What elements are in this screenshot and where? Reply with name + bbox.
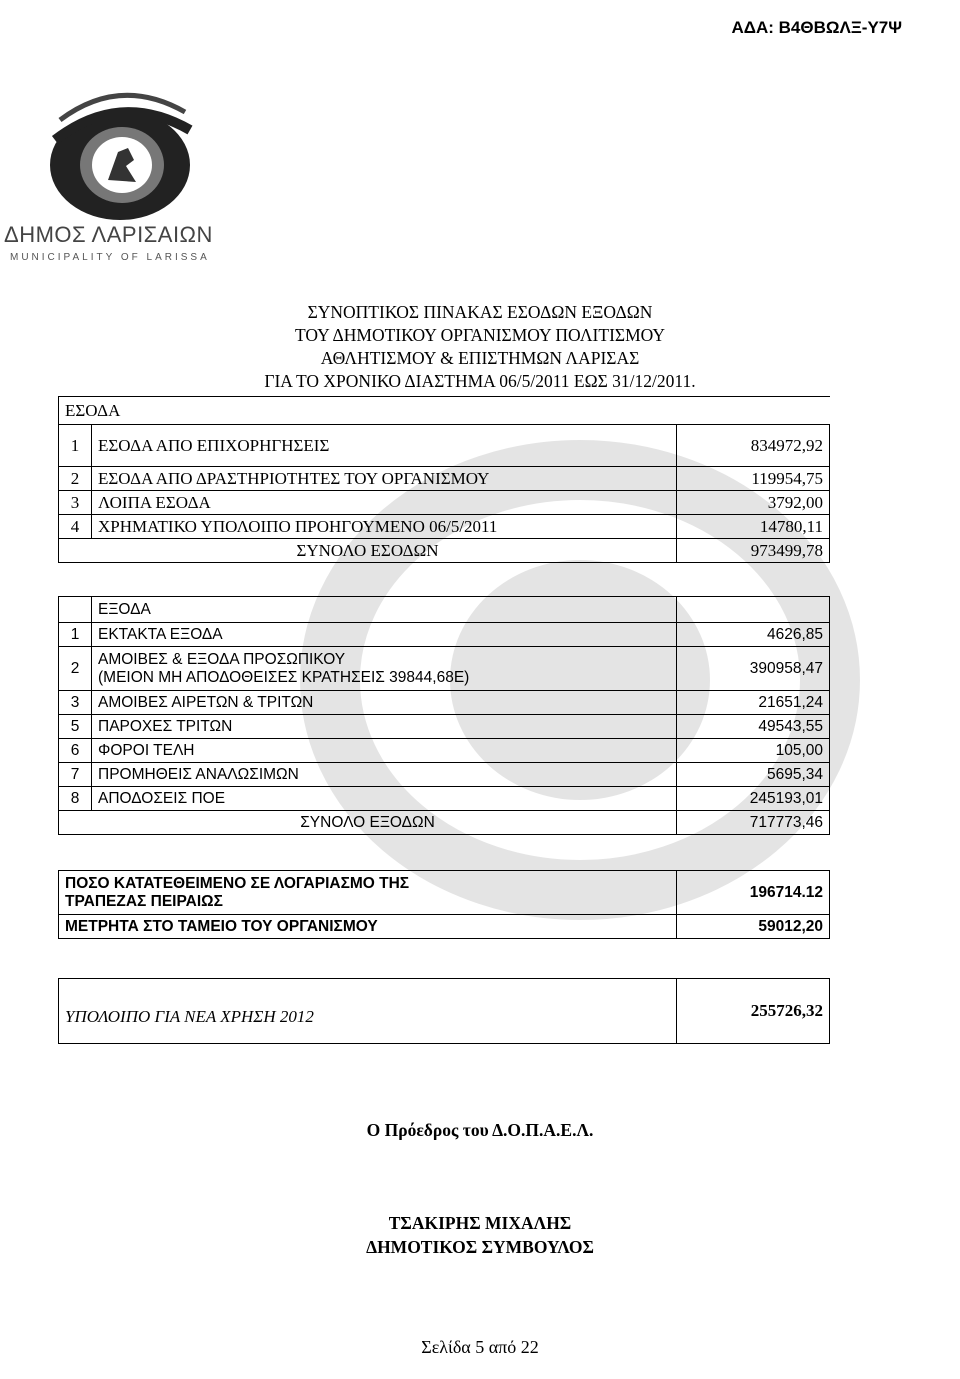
income-total: 973499,78 xyxy=(677,539,830,563)
table-row xyxy=(59,425,830,467)
income-total-row xyxy=(59,539,830,563)
balance-label: ΥΠΟΛΟΙΠΟ ΓΙΑ ΝΕΑ ΧΡΗΣΗ 2012 xyxy=(59,979,677,1044)
bank-amount: 196714.12 xyxy=(677,871,830,915)
balance-amount: 255726,32 xyxy=(677,979,830,1044)
ada-code: ΑΔΑ: Β4ΘΒΩΛΞ-Υ7Ψ xyxy=(731,18,902,37)
row-label xyxy=(92,647,677,691)
expenses-total: 717773,46 xyxy=(677,811,830,835)
row-amount: 14780,11 xyxy=(677,515,830,539)
blank-cell xyxy=(59,597,92,623)
cash-amount: 59012,20 xyxy=(677,915,830,939)
balance-row xyxy=(59,979,830,1044)
row-label-line-1: ΑΜΟΙΒΕΣ & ΕΞΟΔΑ ΠΡΟΣΩΠΙΚΟΥ xyxy=(98,650,346,668)
row-label: ΛΟΙΠΑ ΕΣΟΔΑ xyxy=(92,491,677,515)
title-line-3: ΑΘΛΗΤΙΣΜΟΥ & ΕΠΙΣΤΗΜΩΝ ΛΑΡΙΣΑΣ xyxy=(320,348,640,368)
table-row xyxy=(59,647,830,691)
row-num: 1 xyxy=(59,425,92,467)
row-amount: 390958,47 xyxy=(677,647,830,691)
expenses-header-row xyxy=(59,597,830,623)
row-num: 4 xyxy=(59,515,92,539)
row-label: ΕΚΤΑΚΤΑ ΕΞΟΔΑ xyxy=(92,623,677,647)
signature-role: Ο Πρόεδρος του Δ.Ο.Π.Α.Ε.Λ. xyxy=(366,1120,594,1140)
table-row xyxy=(59,691,830,715)
row-label: ΦΟΡΟΙ ΤΕΛΗ xyxy=(92,739,677,763)
row-label: ΠΑΡΟΧΕΣ ΤΡΙΤΩΝ xyxy=(92,715,677,739)
row-amount: 105,00 xyxy=(677,739,830,763)
balance-table xyxy=(58,978,830,1044)
signature-name: ΤΣΑΚΙΡΗΣ ΜΙΧΑΛΗΣ xyxy=(388,1213,572,1233)
title-line-4: ΓΙΑ ΤΟ ΧΡΟΝΙΚΟ ΔΙΑΣΤΗΜΑ 06/5/2011 ΕΩΣ 31/12/2011. xyxy=(264,371,696,391)
expenses-header: ΕΞΟΔΑ xyxy=(92,597,677,623)
bank-label-line-1: ΠΟΣΟ ΚΑΤΑΤΕΘΕΙΜΕΝΟ ΣΕ ΛΟΓΑΡΙΑΣΜΟ ΤΗΣ xyxy=(65,874,410,892)
row-num: 2 xyxy=(59,467,92,491)
row-label: ΧΡΗΜΑΤΙΚΟ ΥΠΟΛΟΙΠΟ ΠΡΟΗΓΟΥΜΕΝΟ 06/5/2011 xyxy=(92,515,677,539)
row-num: 3 xyxy=(59,491,92,515)
cash-table xyxy=(58,870,830,939)
signature-title: ΔΗΜΟΤΙΚΟΣ ΣΥΜΒΟΥΛΟΣ xyxy=(366,1237,594,1257)
row-label: ΕΣΟΔΑ ΑΠΟ ΔΡΑΣΤΗΡΙΟΤΗΤΕΣ ΤΟΥ ΟΡΓΑΝΙΣΜΟΥ xyxy=(92,467,677,491)
bank-row xyxy=(59,871,830,915)
row-amount: 21651,24 xyxy=(677,691,830,715)
row-label: ΑΠΟΔΟΣΕΙΣ ΠΟΕ xyxy=(92,787,677,811)
row-amount: 4626,85 xyxy=(677,623,830,647)
page-number: Σελίδα 5 από 22 xyxy=(421,1337,539,1357)
income-header-row xyxy=(59,397,830,425)
row-num: 3 xyxy=(59,691,92,715)
row-num: 1 xyxy=(59,623,92,647)
row-amount: 834972,92 xyxy=(677,425,830,467)
income-total-label: ΣΥΝΟΛΟ ΕΣΟΔΩΝ xyxy=(59,539,677,563)
row-amount: 119954,75 xyxy=(677,467,830,491)
expenses-table xyxy=(58,596,830,835)
table-row xyxy=(59,787,830,811)
table-row xyxy=(59,739,830,763)
income-header: ΕΣΟΔΑ xyxy=(59,397,830,425)
expenses-total-label: ΣΥΝΟΛΟ ΕΞΟΔΩΝ xyxy=(59,811,677,835)
title-line-1: ΣΥΝΟΠΤΙΚΟΣ ΠΙΝΑΚΑΣ ΕΣΟΔΩΝ ΕΞΟΔΩΝ xyxy=(307,302,653,322)
row-label: ΕΣΟΔΑ ΑΠΟ ΕΠΙΧΟΡΗΓΗΣΕΙΣ xyxy=(92,425,677,467)
row-num: 6 xyxy=(59,739,92,763)
bank-label-line-2: ΤΡΑΠΕΖΑΣ ΠΕΙΡΑΙΩΣ xyxy=(65,892,223,910)
row-amount: 3792,00 xyxy=(677,491,830,515)
logo-subtext: MUNICIPALITY OF LARISSA xyxy=(10,252,210,263)
row-num: 2 xyxy=(59,647,92,691)
row-label-line-2: (ΜΕΙΟΝ ΜΗ ΑΠΟΔΟΘΕΙΣΕΣ ΚΡΑΤΗΣΕΙΣ 39844,68Ε) xyxy=(98,668,470,686)
row-label: ΑΜΟΙΒΕΣ ΑΙΡΕΤΩΝ & ΤΡΙΤΩΝ xyxy=(92,691,677,715)
cash-row xyxy=(59,915,830,939)
logo-text: ΔΗΜΟΣ ΛΑΡΙΣΑΙΩΝ xyxy=(4,222,213,247)
blank-cell xyxy=(677,597,830,623)
expenses-total-row xyxy=(59,811,830,835)
row-amount: 49543,55 xyxy=(677,715,830,739)
table-row xyxy=(59,491,830,515)
row-num: 7 xyxy=(59,763,92,787)
title-line-2: ΤΟΥ ΔΗΜΟΤΙΚΟΥ ΟΡΓΑΝΙΣΜΟΥ ΠΟΛΙΤΙΣΜΟΥ xyxy=(294,325,666,345)
bank-label xyxy=(59,871,677,915)
table-row xyxy=(59,763,830,787)
cash-label: ΜΕΤΡΗΤΑ ΣΤΟ ΤΑΜΕΙΟ ΤΟΥ ΟΡΓΑΝΙΣΜΟΥ xyxy=(59,915,677,939)
table-row xyxy=(59,623,830,647)
row-amount: 245193,01 xyxy=(677,787,830,811)
table-row xyxy=(59,715,830,739)
row-label: ΠΡΟΜΗΘΕΙΣ ΑΝΑΛΩΣΙΜΩΝ xyxy=(92,763,677,787)
row-amount: 5695,34 xyxy=(677,763,830,787)
income-table xyxy=(58,396,830,563)
table-row xyxy=(59,515,830,539)
row-num: 8 xyxy=(59,787,92,811)
table-row xyxy=(59,467,830,491)
row-num: 5 xyxy=(59,715,92,739)
